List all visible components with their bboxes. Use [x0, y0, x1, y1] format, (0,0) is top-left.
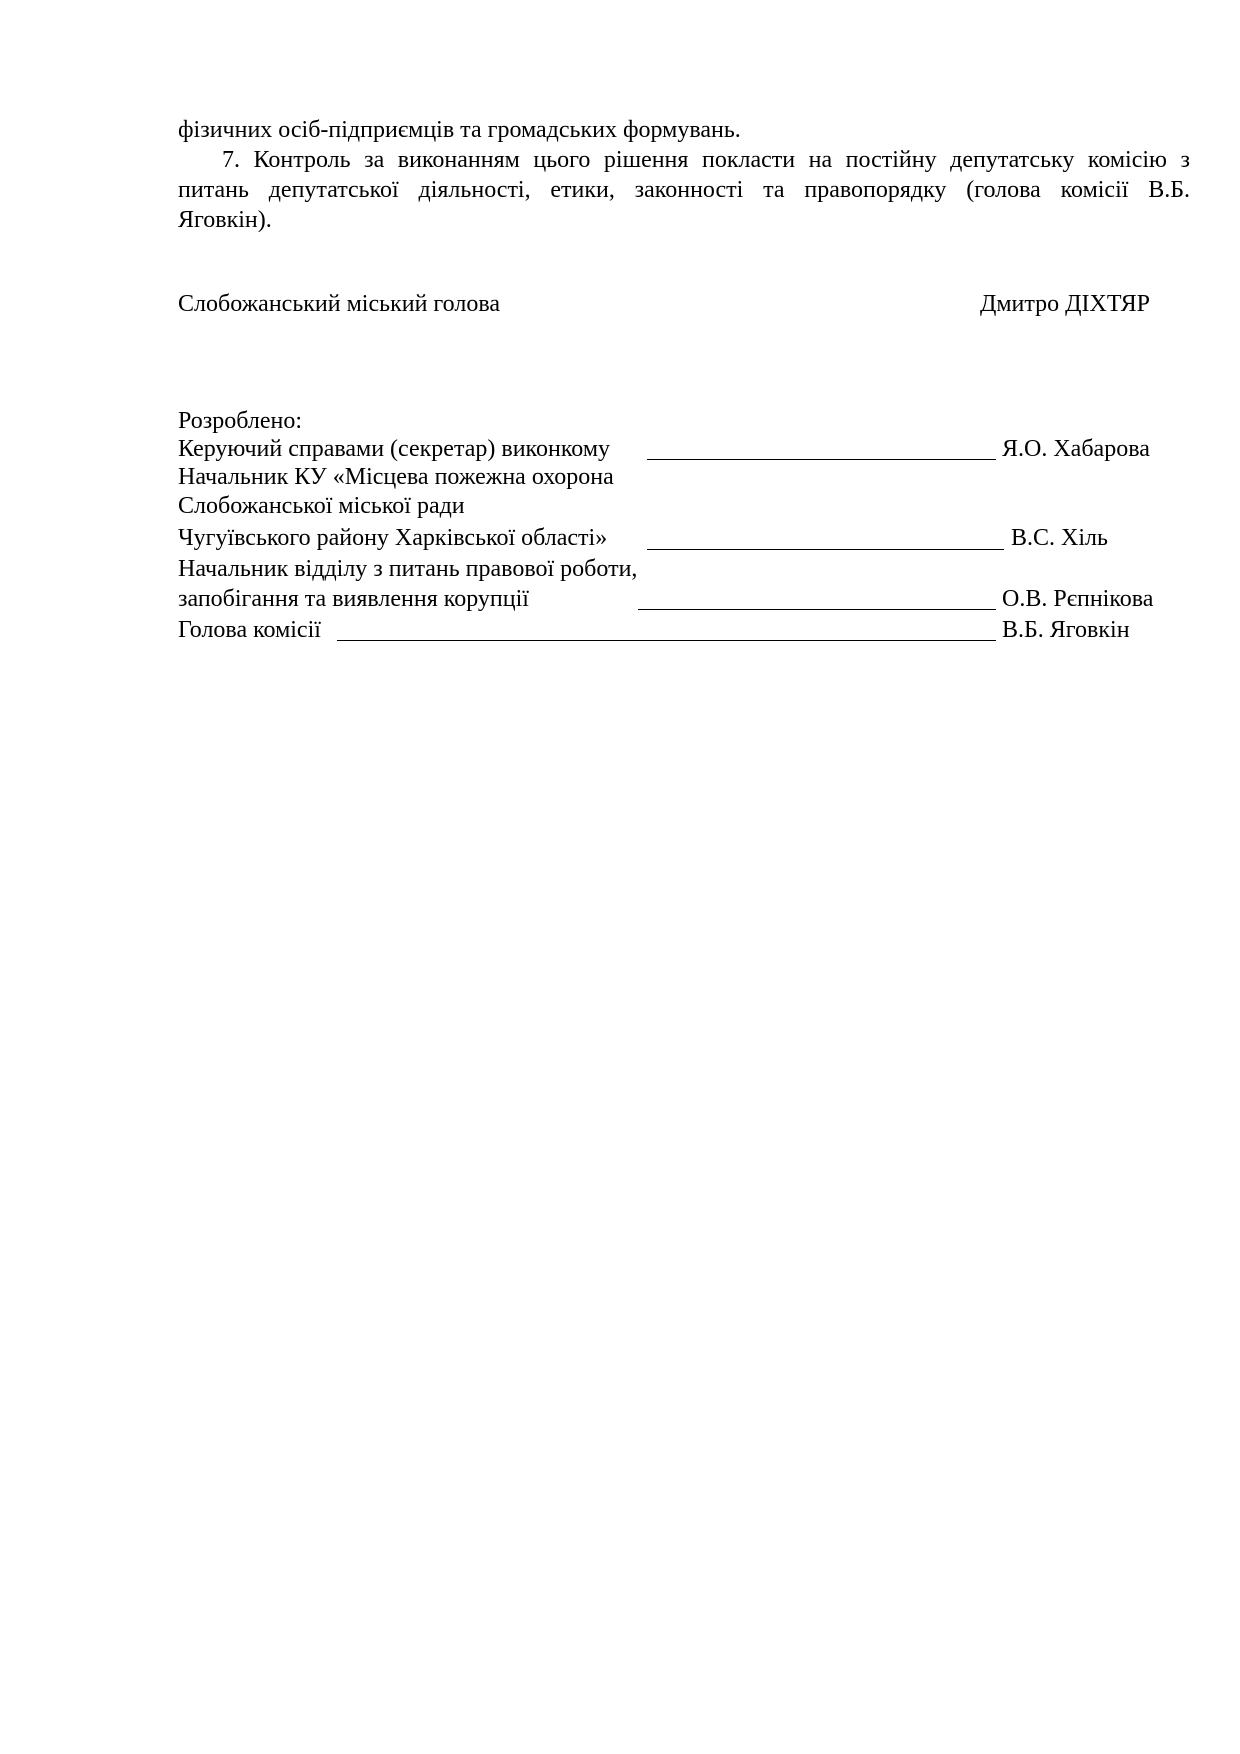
developer-1-position: Керуючий справами (секретар) виконкому [178, 436, 611, 462]
developer-3-name: О.В. Рєпнікова [1002, 586, 1154, 612]
paragraph-7-line-3: Яговкін). [178, 207, 272, 233]
signature-line-4 [337, 640, 996, 641]
developed-heading: Розроблено: [178, 408, 302, 434]
signature-line-1 [647, 459, 996, 460]
mayor-name: Дмитро ДІХТЯР [980, 291, 1150, 317]
developer-3-position-line-2: запобігання та виявлення корупції [178, 586, 529, 612]
mayor-title: Слобожанський міський голова [178, 291, 500, 317]
signature-line-3 [638, 609, 996, 610]
developer-2-name: В.С. Хіль [1011, 525, 1108, 551]
signature-line-2 [647, 549, 1004, 550]
developer-4-position: Голова комісії [178, 617, 321, 643]
developer-2-position-line-3: Чугуївського району Харківської області» [178, 525, 608, 551]
developer-1-name: Я.О. Хабарова [1002, 436, 1150, 462]
developer-3-position-line-1: Начальник відділу з питань правової роботи, [178, 556, 638, 582]
developer-4-name: В.Б. Яговкін [1002, 617, 1130, 643]
body-line-1: фізичних осіб-підприємців та громадських формувань. [178, 117, 741, 143]
paragraph-7-line-1: 7. Контроль за виконанням цього рішення покласти на постійну депутатську комісію з [222, 147, 1190, 173]
paragraph-7-line-2: питань депутатської діяльності, етики, законності та правопорядку (голова комісії В.Б. [178, 177, 1190, 203]
developer-2-position-line-1: Начальник КУ «Місцева пожежна охорона [178, 464, 614, 490]
developer-2-position-line-2: Слобожанської міської ради [178, 493, 465, 519]
